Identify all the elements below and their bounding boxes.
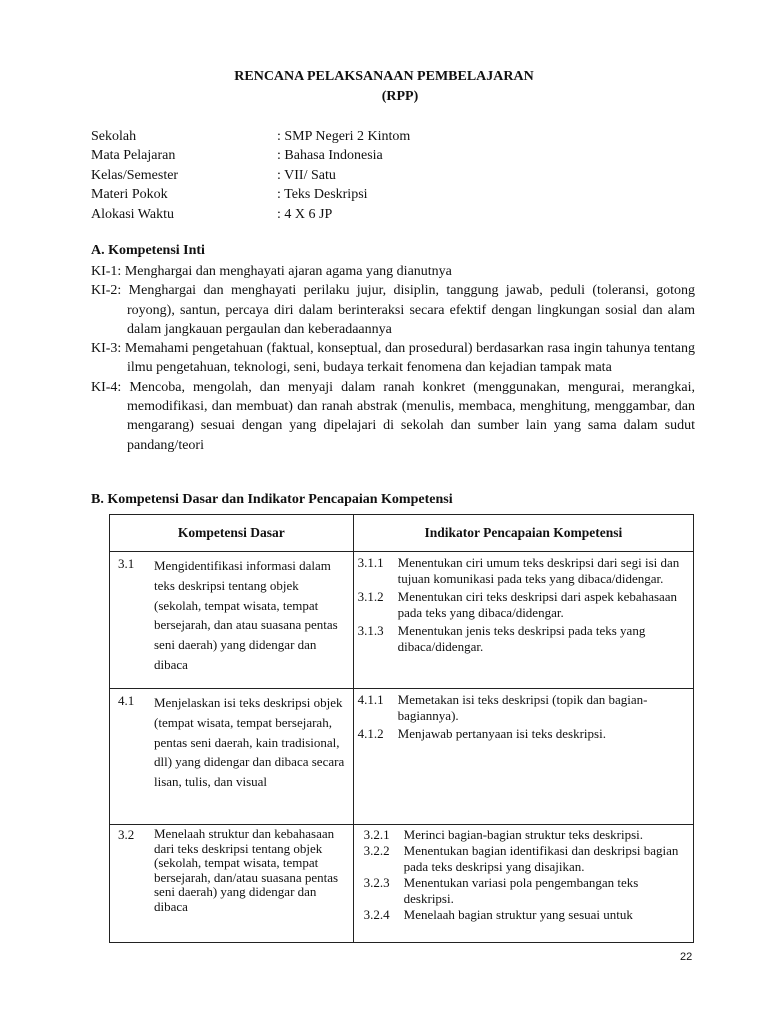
info-row-kelas-semester [91,166,410,185]
indicator-text: Menentukan variasi pola pengembangan teks deskripsi. [403,875,639,906]
indicator-item [364,875,687,907]
ipk-cell [353,689,693,825]
indicator-number: 3.1.3 [357,623,384,638]
indicator-number: 3.1.2 [357,589,384,604]
indicator-number: 3.1.1 [357,555,384,570]
indicator-text: Menentukan ciri umum teks deskripsi dari segi isi dan tujuan komunikasi pada teks yang dibaca/didengar. [397,555,680,586]
kd-text: Menjelaskan isi teks deskripsi objek (tempat wisata, tempat bersejarah, pentas seni daerah, kain tradisional, dll) yang didengar dan dibaca secara lisan, tulis, dan visual [154,695,345,790]
info-row-materi-pokok [91,185,410,204]
info-value: : SMP Negeri 2 Kintom [277,129,411,144]
indicator-number: 3.2.3 [363,875,390,890]
ipk-cell [353,552,693,689]
indicator-item [358,692,687,724]
info-label: Kelas/Semester [91,167,179,183]
kd-number: 3.2 [118,827,135,842]
indicator-text: Merinci bagian-bagian struktur teks deskripsi. [403,827,644,842]
indicator-text: Menentukan bagian identifikasi dan deskripsi bagian pada teks deskripsi yang disajikan. [403,843,679,874]
kd-text: Menelaah struktur dan kebahasaan dari teks deskripsi tentang objek (sekolah, tempat wisata, tempat bersejarah, dan/atau suasana pentas seni daerah) yang didengar dan dibaca [154,826,339,914]
indicator-text: Menelaah bagian struktur yang sesuai untuk [403,907,633,922]
info-label: Mata Pelajaran [91,148,176,164]
info-value: : Teks Deskripsi [277,187,368,203]
table-row [110,689,694,825]
info-row-sekolah [91,127,410,146]
info-value: : VII/ Satu [277,167,336,183]
col-header-kd: Kompetensi Dasar [110,515,354,552]
kd-cell [110,552,354,689]
table-header-row [110,515,694,552]
ipk-cell [353,825,693,943]
kd-text: Mengidentifikasi informasi dalam teks deskripsi tentang objek (sekolah, tempat wisata, tempat bersejarah, dan atau suasana pentas seni daerah) yang didengar dan dibaca [154,558,338,672]
kd-cell [110,825,354,943]
indicator-number: 3.2.4 [363,907,390,922]
indicator-number: 3.2.1 [363,827,390,842]
indicator-item [358,726,687,742]
indicator-text: Menentukan jenis teks deskripsi pada teks yang dibaca/didengar. [397,623,646,654]
kd-number: 4.1 [118,693,135,708]
indicator-item [358,555,687,587]
section-b-heading: B. Kompetensi Dasar dan Indikator Pencapaian Kompetensi [91,492,453,507]
indicator-text: Menjawab pertanyaan isi teks deskripsi. [397,726,606,741]
kd-ipk-table [109,514,694,943]
table-row [110,552,694,689]
indicator-number: 4.1.1 [357,692,384,707]
indicator-item [364,843,687,875]
identity-block [91,127,410,224]
ki-item: KI-1: Menghargai dan menghayati ajaran agama yang dianutnya [91,264,452,279]
table-row [110,825,694,943]
indicator-item [358,623,687,655]
indicator-number: 3.2.2 [363,843,390,858]
info-label: Materi Pokok [91,187,168,203]
section-a-heading: A. Kompetensi Inti [91,243,205,258]
info-row-alokasi-waktu [91,205,410,224]
indicator-text: Menentukan ciri teks deskripsi dari aspek kebahasaan pada teks yang dibaca/didengar. [397,589,678,620]
kd-number: 3.1 [118,556,135,571]
col-header-ipk: Indikator Pencapaian Kompetensi [353,515,693,552]
info-row-mata-pelajaran [91,146,410,165]
document-subtitle: (RPP) [381,89,419,104]
ki-item: KI-2: Menghargai dan menghayati perilaku jujur, disiplin, tanggung jawab, peduli (toleransi, gotong royong), santun, percaya diri dalam berinteraksi secara efektif dengan lingkungan sosial dan alam dalam jangkauan pergaulan dan keberadaannya [91,283,695,337]
kompetensi-inti-list [91,262,695,455]
indicator-item [358,589,687,621]
indicator-number: 4.1.2 [357,726,384,741]
ki-item: KI-3: Memahami pengetahuan (faktual, konseptual, dan prosedural) berdasarkan rasa ingin tahunya tentang ilmu pengetahuan, teknologi, seni, budaya terkait fenomena dan kejadian tampak mata [91,341,695,376]
info-label: Sekolah [91,129,137,144]
info-label: Alokasi Waktu [91,206,174,222]
indicator-item [364,907,687,923]
indicator-item [364,827,687,843]
info-value: : 4 X 6 JP [277,206,333,222]
kd-cell [110,689,354,825]
ki-item: KI-4: Mencoba, mengolah, dan menyaji dalam ranah konkret (menggunakan, mengurai, merangkai, memodifikasi, dan membuat) dan ranah abstrak (menulis, membaca, menghitung, menggambar, dan mengarang) sesuai dengan yang dipelajari di sekolah dan sumber lain yang sama dalam sudut pandang/teori [91,379,695,453]
indicator-text: Memetakan isi teks deskripsi (topik dan bagian-bagiannya). [397,692,648,723]
document-title: RENCANA PELAKSANAAN PEMBELAJARAN [234,69,534,84]
info-value: : Bahasa Indonesia [277,148,383,164]
page-number: 22 [680,951,693,963]
